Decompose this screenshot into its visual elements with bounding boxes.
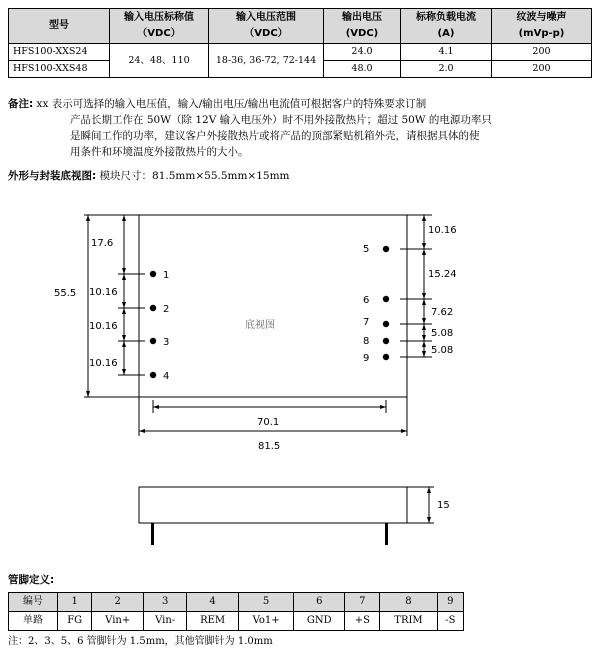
dim-inner-width: 70.1 [257, 417, 280, 428]
remarks-line-2: 产品长期工作在 50W（除 12V 输入电压外）时不用外接散热片；超过 50W 的电源功率只 [70, 114, 492, 126]
pin-name: TRIM [380, 612, 437, 631]
dim-left-pitch-3: 10.16 [89, 358, 118, 369]
pin-dot-7 [383, 321, 389, 327]
remarks-label: 备注: [8, 98, 34, 110]
pin-number: 2 [92, 593, 144, 612]
pin-label-4: 4 [163, 371, 170, 382]
pin-number: 1 [58, 593, 92, 612]
header-vout: 输出电压 (VDC) [324, 9, 401, 44]
header-ripple: 纹波与噪声 (mVp-p) [492, 9, 592, 44]
pin-name: +S [345, 612, 380, 631]
vin-nominal-cell: 24、48、110 [110, 44, 209, 78]
outline-heading: 外形与封装底视图: [8, 170, 97, 182]
dim-left-pitch-1: 10.16 [89, 287, 118, 298]
iload-cell: 4.1 [401, 44, 492, 61]
dim-width: 81.5 [258, 441, 281, 452]
pin-number: 8 [380, 593, 437, 612]
pin-number-row [9, 593, 464, 612]
dim-left-pitch-2: 10.16 [89, 321, 118, 332]
pin-table [8, 592, 464, 631]
dim-height: 55.5 [54, 288, 77, 299]
pin-number: 4 [187, 593, 239, 612]
model-cell: HFS100-XXS24 [9, 44, 110, 61]
pin-footnote: 注：2、3、5、6 管脚针为 1.5mm，其他管脚针为 1.0mm [8, 636, 273, 647]
pin-label-8: 8 [363, 336, 370, 347]
pin-number: 3 [144, 593, 187, 612]
module-side-outline [139, 487, 407, 523]
pin-dot-8 [383, 338, 389, 344]
module-bottom-outline [139, 215, 407, 397]
pin-label-3: 3 [163, 337, 170, 348]
bottom-view-label: 底视图 [245, 320, 275, 331]
module-size: 模块尺寸：81.5mm×55.5mm×15mm [99, 170, 290, 182]
pin-name-row [9, 612, 464, 631]
pin-number: 7 [345, 593, 380, 612]
pin-label-7: 7 [363, 317, 370, 328]
vin-range-cell: 18-36, 36-72, 72-144 [209, 44, 324, 78]
header-vin-range: 输入电压范围 （VDC） [209, 9, 324, 44]
dim-right-top: 10.16 [428, 225, 457, 236]
remarks-line-4: 用条件和环境温度外接散热片的大小。 [70, 146, 249, 158]
side-pin-right [385, 523, 388, 545]
pin-number: 6 [294, 593, 345, 612]
vout-cell: 24.0 [324, 44, 401, 61]
header-model: 型号 [9, 9, 110, 44]
pin-dot-9 [383, 354, 389, 360]
pin-dot-4 [150, 372, 156, 378]
pin-dot-1 [150, 271, 156, 277]
dim-left-top: 17.6 [91, 238, 114, 249]
side-pin-left [151, 523, 154, 545]
vout-cell: 48.0 [324, 61, 401, 78]
dim-right-4: 5.08 [431, 345, 454, 356]
pin-name: -S [437, 612, 463, 631]
pin-name: Vin+ [92, 612, 144, 631]
pin-name: Vo1+ [239, 612, 294, 631]
ripple-cell: 200 [492, 44, 592, 61]
pin-row-label: 单路 [9, 612, 58, 631]
pin-name: Vin- [144, 612, 187, 631]
iload-cell: 2.0 [401, 61, 492, 78]
pin-name: GND [294, 612, 345, 631]
dim-right-1: 15.24 [428, 269, 457, 280]
pin-name: REM [187, 612, 239, 631]
pin-dot-5 [383, 246, 389, 252]
dim-thickness: 15 [437, 500, 450, 511]
header-vin-nominal: 输入电压标称值 （VDC） [110, 9, 209, 44]
pin-label-2: 2 [163, 304, 170, 315]
model-cell: HFS100-XXS48 [9, 61, 110, 78]
dim-right-3: 5.08 [431, 328, 454, 339]
pin-dot-3 [150, 338, 156, 344]
pin-number: 5 [239, 593, 294, 612]
header-iload: 标称负载电流 (A) [401, 9, 492, 44]
pin-label-5: 5 [363, 244, 370, 255]
pin-number: 9 [437, 593, 463, 612]
dim-right-2: 7.62 [431, 307, 454, 318]
pin-label-6: 6 [363, 295, 370, 306]
pins-heading-row [8, 572, 54, 587]
pin-dot-2 [150, 305, 156, 311]
pin-label-9: 9 [363, 353, 370, 364]
pin-dot-6 [383, 296, 389, 302]
ripple-cell: 200 [492, 61, 592, 78]
remarks-line-1: xx 表示可选择的输入电压值，输入/输出电压/输出电流值可根据客户的特殊要求订制 [36, 98, 427, 110]
remarks-line-3: 是瞬间工作的功率，建议客户外接散热片或将产品的顶部紧贴机箱外壳，请根据具体的使 [70, 130, 480, 142]
pin-name: FG [58, 612, 92, 631]
pins-heading: 管脚定义: [8, 574, 55, 586]
pin-label-1: 1 [163, 270, 170, 281]
pin-number-header: 编号 [9, 593, 58, 612]
